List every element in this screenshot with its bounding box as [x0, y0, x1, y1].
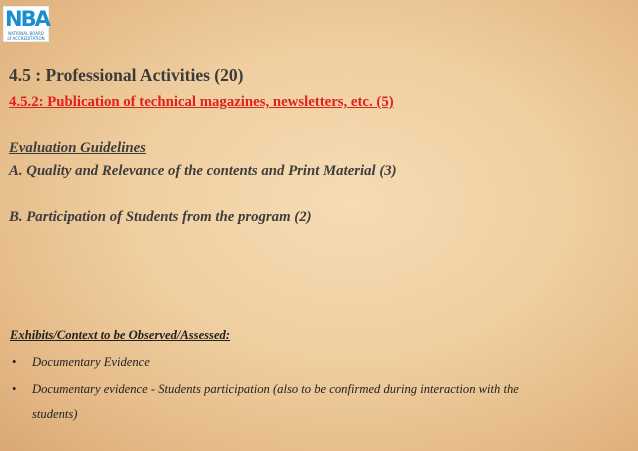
- evaluation-guidelines-heading: Evaluation Guidelines: [9, 140, 146, 156]
- bullet-icon: •: [12, 382, 17, 396]
- exhibit-item-text: Documentary Evidence: [32, 355, 150, 369]
- nba-logo: [3, 6, 49, 42]
- logo-mark: NBA: [5, 7, 49, 31]
- exhibit-item-continuation: students): [32, 407, 78, 421]
- logo-line-1: NATIONAL BOARD: [8, 31, 44, 36]
- page-subtitle: 4.5.2: Publication of technical magazines, newsletters, etc. (5): [9, 94, 394, 110]
- exhibit-item-text: Documentary evidence - Students participation (also to be confirmed during interaction with the: [32, 382, 519, 396]
- page-title: 4.5 : Professional Activities (20): [9, 65, 244, 85]
- exhibits-heading: Exhibits/Context to be Observed/Assessed:: [10, 328, 231, 342]
- guideline-item-a: A. Quality and Relevance of the contents and Print Material (3): [9, 163, 397, 179]
- guideline-item-b: B. Participation of Students from the program (2): [9, 209, 312, 225]
- bullet-icon: •: [12, 355, 17, 369]
- logo-line-2: of ACCREDITATION: [7, 36, 45, 41]
